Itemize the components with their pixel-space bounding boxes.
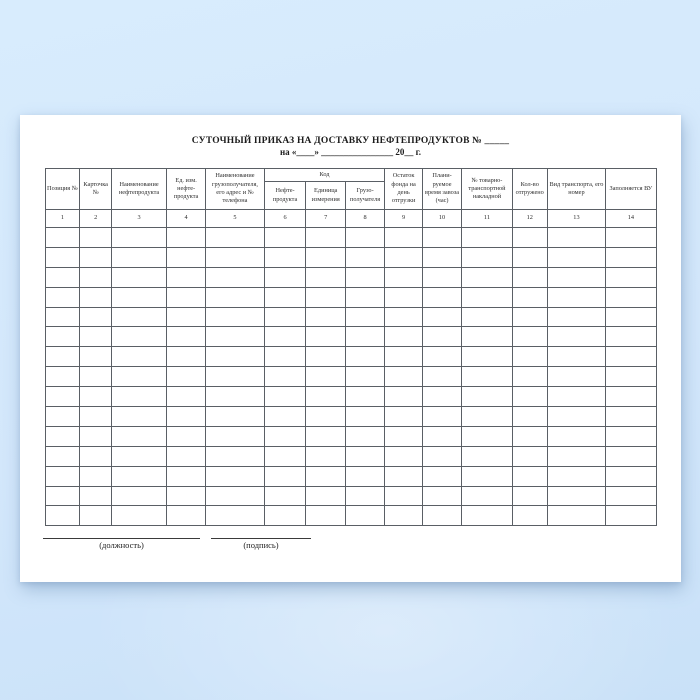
table-cell xyxy=(80,307,112,327)
col-number: 12 xyxy=(512,210,547,228)
table-cell xyxy=(206,466,265,486)
col-header-card: Карточка № xyxy=(80,169,112,210)
table-cell xyxy=(167,267,206,287)
table-cell xyxy=(385,347,423,367)
table-cell xyxy=(80,327,112,347)
table-cell xyxy=(112,347,167,367)
table-cell xyxy=(306,486,346,506)
table-cell xyxy=(606,486,656,506)
table-cell xyxy=(306,426,346,446)
table-cell xyxy=(462,387,513,407)
table-cell xyxy=(45,506,80,526)
table-cell xyxy=(346,327,385,347)
signature-area xyxy=(43,538,681,550)
table-cell xyxy=(346,228,385,248)
table-cell xyxy=(45,426,80,446)
table-cell xyxy=(167,407,206,427)
table-cell xyxy=(547,407,606,427)
table-cell xyxy=(512,287,547,307)
table-cell xyxy=(306,247,346,267)
table-cell xyxy=(606,387,656,407)
table-cell xyxy=(80,387,112,407)
table-cell xyxy=(512,347,547,367)
table-cell xyxy=(346,446,385,466)
table-cell xyxy=(206,228,265,248)
col-number: 11 xyxy=(462,210,513,228)
col-number: 9 xyxy=(385,210,423,228)
table-cell xyxy=(462,287,513,307)
table-cell xyxy=(112,407,167,427)
table-cell xyxy=(512,307,547,327)
header-row-labels xyxy=(45,169,656,182)
table-cell xyxy=(206,347,265,367)
col-header-unit: Ед. изм. нефте- продукта xyxy=(167,169,206,210)
table-cell xyxy=(206,307,265,327)
table-cell xyxy=(423,307,462,327)
col-number: 7 xyxy=(306,210,346,228)
table-cell xyxy=(512,387,547,407)
table-cell xyxy=(423,347,462,367)
table-cell xyxy=(45,367,80,387)
col-number: 10 xyxy=(423,210,462,228)
table-cell xyxy=(346,466,385,486)
table-cell xyxy=(264,466,306,486)
table-row xyxy=(45,466,656,486)
signature-label: (подпись) xyxy=(243,540,279,551)
table-cell xyxy=(547,347,606,367)
table-cell xyxy=(45,327,80,347)
table-cell xyxy=(306,347,346,367)
table-cell xyxy=(167,287,206,307)
table-cell xyxy=(547,267,606,287)
table-cell xyxy=(547,387,606,407)
table-cell xyxy=(112,506,167,526)
table-cell xyxy=(264,347,306,367)
table-cell xyxy=(112,228,167,248)
table-cell xyxy=(306,228,346,248)
table-cell xyxy=(385,407,423,427)
table-cell xyxy=(606,267,656,287)
table-cell xyxy=(606,307,656,327)
table-cell xyxy=(606,407,656,427)
table-cell xyxy=(385,327,423,347)
table-cell xyxy=(206,407,265,427)
table-cell xyxy=(385,387,423,407)
signature-line xyxy=(211,538,311,539)
table-cell xyxy=(112,247,167,267)
table-cell xyxy=(346,426,385,446)
signature-label: (должность) xyxy=(99,540,144,551)
table-cell xyxy=(385,267,423,287)
table-cell xyxy=(385,446,423,466)
table-cell xyxy=(385,287,423,307)
table-cell xyxy=(80,446,112,466)
table-cell xyxy=(462,267,513,287)
table-cell xyxy=(306,446,346,466)
table-cell xyxy=(112,466,167,486)
table-cell xyxy=(167,307,206,327)
signature-line xyxy=(43,538,200,539)
table-row xyxy=(45,307,656,327)
table-cell xyxy=(462,426,513,446)
table-cell xyxy=(606,466,656,486)
col-header-planned-time: Плани- руемое время завоза (час) xyxy=(423,169,462,210)
table-cell xyxy=(547,228,606,248)
table-cell xyxy=(547,506,606,526)
col-number: 14 xyxy=(606,210,656,228)
table-cell xyxy=(462,247,513,267)
table-cell xyxy=(462,407,513,427)
table-row xyxy=(45,287,656,307)
table-cell xyxy=(423,228,462,248)
col-number: 13 xyxy=(547,210,606,228)
table-cell xyxy=(206,367,265,387)
table-cell xyxy=(306,267,346,287)
table-cell xyxy=(206,387,265,407)
table-row xyxy=(45,486,656,506)
col-header-code-unit: Единица измерения xyxy=(306,182,346,210)
col-header-qty-shipped: Кол-во отгружено xyxy=(512,169,547,210)
table-cell xyxy=(45,287,80,307)
table-row xyxy=(45,228,656,248)
table-row xyxy=(45,506,656,526)
table-cell xyxy=(45,247,80,267)
table-cell xyxy=(80,407,112,427)
table-cell xyxy=(306,466,346,486)
table-cell xyxy=(80,247,112,267)
table-cell xyxy=(423,407,462,427)
table-cell xyxy=(206,506,265,526)
col-header-code-product: Нефте- продукта xyxy=(264,182,306,210)
table-row xyxy=(45,267,656,287)
table-cell xyxy=(547,327,606,347)
table-cell xyxy=(45,228,80,248)
table-cell xyxy=(45,486,80,506)
table-cell xyxy=(423,367,462,387)
table-cell xyxy=(606,506,656,526)
table-cell xyxy=(462,486,513,506)
table-cell xyxy=(264,506,306,526)
table-cell xyxy=(264,367,306,387)
table-cell xyxy=(80,506,112,526)
table-cell xyxy=(80,347,112,367)
table-cell xyxy=(512,506,547,526)
col-header-product-name: Наименование нефтепродукта xyxy=(112,169,167,210)
table-cell xyxy=(512,267,547,287)
table-cell xyxy=(264,446,306,466)
table-cell xyxy=(606,287,656,307)
table-cell xyxy=(423,267,462,287)
table-row xyxy=(45,387,656,407)
table-cell xyxy=(346,486,385,506)
table-cell xyxy=(423,506,462,526)
table-cell xyxy=(346,347,385,367)
table-cell xyxy=(606,347,656,367)
table-cell xyxy=(547,287,606,307)
table-body xyxy=(45,228,656,526)
table-cell xyxy=(206,327,265,347)
table-cell xyxy=(206,247,265,267)
table-cell xyxy=(80,367,112,387)
table-cell xyxy=(512,367,547,387)
table-cell xyxy=(80,466,112,486)
table-cell xyxy=(45,387,80,407)
col-header-fund-balance: Остаток фонда на день отгрузки xyxy=(385,169,423,210)
table-cell xyxy=(306,327,346,347)
table-cell xyxy=(306,367,346,387)
table-cell xyxy=(167,347,206,367)
table-cell xyxy=(167,426,206,446)
table-cell xyxy=(547,486,606,506)
signature-block-sign xyxy=(211,538,311,550)
table-cell xyxy=(547,247,606,267)
table-cell xyxy=(306,307,346,327)
table-cell xyxy=(346,307,385,327)
table-cell xyxy=(385,247,423,267)
table-cell xyxy=(423,387,462,407)
table-cell xyxy=(547,466,606,486)
table-cell xyxy=(423,327,462,347)
table-cell xyxy=(112,426,167,446)
document-page xyxy=(20,115,681,582)
table-cell xyxy=(80,287,112,307)
table-cell xyxy=(462,347,513,367)
table-cell xyxy=(264,307,306,327)
table-cell xyxy=(45,307,80,327)
table-cell xyxy=(45,267,80,287)
table-cell xyxy=(547,367,606,387)
table-cell xyxy=(547,446,606,466)
table-cell xyxy=(512,247,547,267)
table-cell xyxy=(606,247,656,267)
table-cell xyxy=(512,407,547,427)
table-cell xyxy=(206,287,265,307)
table-cell xyxy=(206,486,265,506)
form-title: СУТОЧНЫЙ ПРИКАЗ НА ДОСТАВКУ НЕФТЕПРОДУКТОВ № _____ xyxy=(191,136,510,146)
table-cell xyxy=(80,267,112,287)
table-cell xyxy=(346,267,385,287)
table-cell xyxy=(112,327,167,347)
table-cell xyxy=(462,228,513,248)
table-cell xyxy=(346,247,385,267)
table-cell xyxy=(306,506,346,526)
table-cell xyxy=(606,367,656,387)
col-number: 8 xyxy=(346,210,385,228)
table-cell xyxy=(80,486,112,506)
col-number: 4 xyxy=(167,210,206,228)
table-cell xyxy=(346,407,385,427)
col-header-position: Позиция № xyxy=(45,169,80,210)
table-cell xyxy=(547,426,606,446)
col-header-code-consignee: Грузо- получателя xyxy=(346,182,385,210)
table-cell xyxy=(112,486,167,506)
col-header-filled-by-vu: Заполняется ВУ xyxy=(606,169,656,210)
table-cell xyxy=(512,327,547,347)
table-cell xyxy=(385,426,423,446)
col-number: 3 xyxy=(112,210,167,228)
table-row xyxy=(45,426,656,446)
table-cell xyxy=(206,426,265,446)
header-row-numbers xyxy=(45,210,656,228)
table-cell xyxy=(462,307,513,327)
signature-block-position xyxy=(43,538,200,550)
form-date-line: на «____» ________________ 20__ г. xyxy=(279,147,421,157)
table-cell xyxy=(512,486,547,506)
table-cell xyxy=(346,387,385,407)
table-cell xyxy=(512,426,547,446)
table-cell xyxy=(346,287,385,307)
table-cell xyxy=(606,426,656,446)
table-cell xyxy=(462,327,513,347)
table-cell xyxy=(264,247,306,267)
table-cell xyxy=(462,367,513,387)
table-cell xyxy=(462,466,513,486)
table-row xyxy=(45,407,656,427)
table-cell xyxy=(167,506,206,526)
table-cell xyxy=(167,367,206,387)
table-cell xyxy=(264,486,306,506)
table-cell xyxy=(80,426,112,446)
col-header-transport: Вид транспорта, его номер xyxy=(547,169,606,210)
table-cell xyxy=(264,287,306,307)
table-cell xyxy=(167,228,206,248)
table-cell xyxy=(385,506,423,526)
table-cell xyxy=(512,466,547,486)
table-cell xyxy=(385,228,423,248)
table-cell xyxy=(346,367,385,387)
col-number: 6 xyxy=(264,210,306,228)
table-cell xyxy=(423,247,462,267)
col-number: 2 xyxy=(80,210,112,228)
table-cell xyxy=(306,407,346,427)
table-cell xyxy=(167,446,206,466)
table-row xyxy=(45,446,656,466)
table-cell xyxy=(112,267,167,287)
table-cell xyxy=(423,287,462,307)
table-cell xyxy=(167,486,206,506)
table-row xyxy=(45,327,656,347)
table-cell xyxy=(45,407,80,427)
table-cell xyxy=(45,446,80,466)
table-cell xyxy=(264,387,306,407)
col-number: 5 xyxy=(206,210,265,228)
table-cell xyxy=(423,466,462,486)
table-row xyxy=(45,247,656,267)
table-cell xyxy=(112,307,167,327)
col-header-consignee: Наименование грузополучателя, его адрес и № телефона xyxy=(206,169,265,210)
table-cell xyxy=(385,367,423,387)
table-cell xyxy=(423,426,462,446)
table-cell xyxy=(112,387,167,407)
table-cell xyxy=(112,367,167,387)
table-cell xyxy=(264,267,306,287)
table-cell xyxy=(264,426,306,446)
table-cell xyxy=(80,228,112,248)
table-cell xyxy=(385,486,423,506)
table-cell xyxy=(462,446,513,466)
table-cell xyxy=(167,327,206,347)
table-cell xyxy=(45,347,80,367)
table-cell xyxy=(606,228,656,248)
table-cell xyxy=(385,466,423,486)
table-cell xyxy=(167,387,206,407)
table-cell xyxy=(306,287,346,307)
table-cell xyxy=(462,506,513,526)
table-cell xyxy=(606,446,656,466)
table-cell xyxy=(512,228,547,248)
table-row xyxy=(45,347,656,367)
col-number: 1 xyxy=(45,210,80,228)
table-cell xyxy=(206,267,265,287)
table-row xyxy=(45,367,656,387)
table-cell xyxy=(385,307,423,327)
table-cell xyxy=(547,307,606,327)
col-header-code-group: Код xyxy=(264,169,384,182)
table-cell xyxy=(112,446,167,466)
table-cell xyxy=(45,466,80,486)
table-cell xyxy=(264,407,306,427)
table-cell xyxy=(112,287,167,307)
table-cell xyxy=(206,446,265,466)
col-header-waybill-number: № товарно- транспортной накладной xyxy=(462,169,513,210)
delivery-order-table xyxy=(45,168,657,526)
table-cell xyxy=(264,228,306,248)
table-cell xyxy=(423,446,462,466)
table-cell xyxy=(167,466,206,486)
table-cell xyxy=(512,446,547,466)
table-cell xyxy=(606,327,656,347)
table-cell xyxy=(264,327,306,347)
table-cell xyxy=(423,486,462,506)
table-cell xyxy=(346,506,385,526)
table-cell xyxy=(306,387,346,407)
table-cell xyxy=(167,247,206,267)
